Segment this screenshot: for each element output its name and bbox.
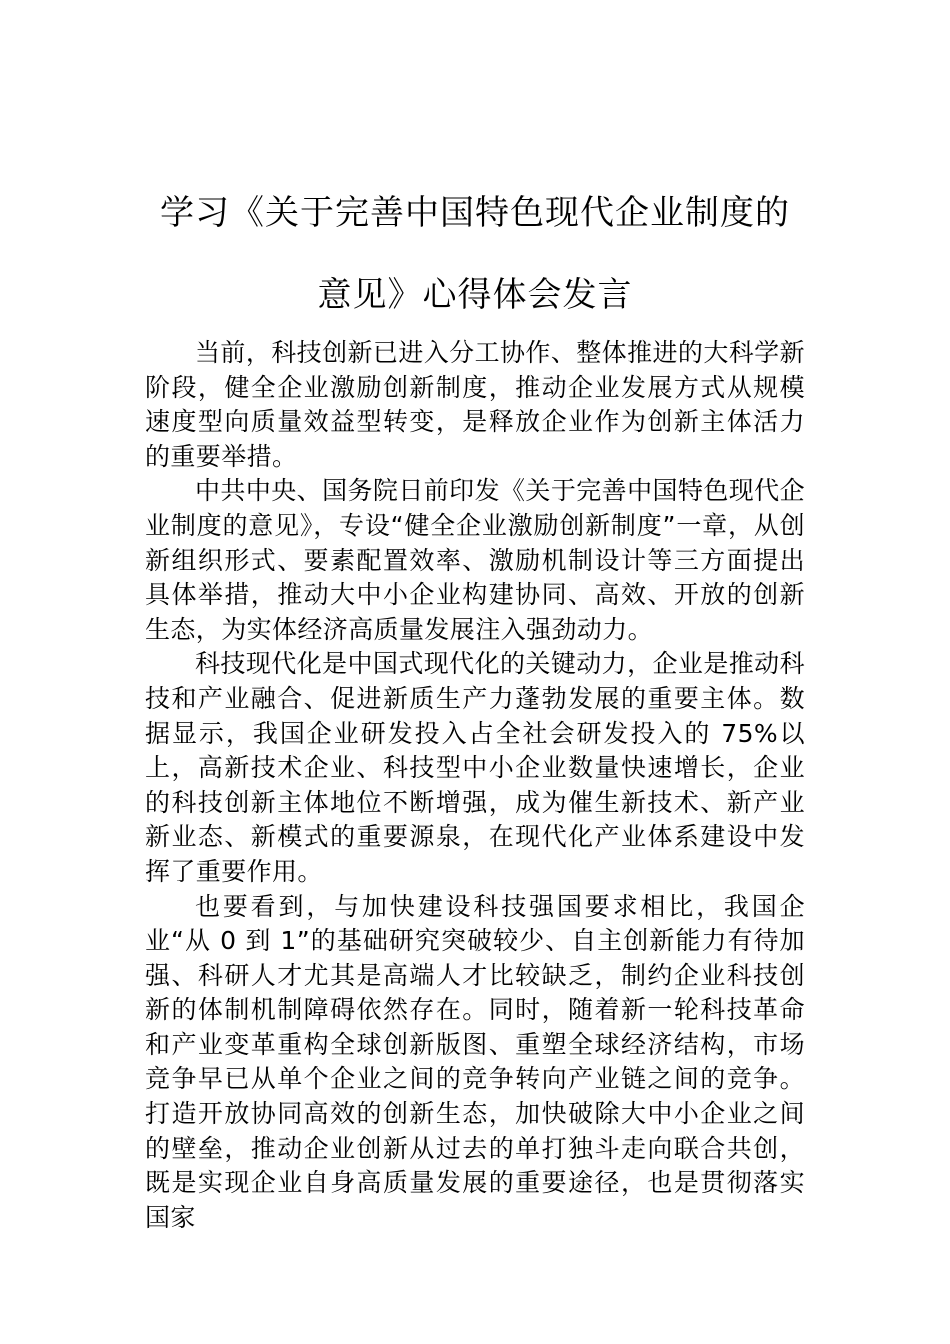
paragraph-1: 当前，科技创新已进入分工协作、整体推进的大科学新阶段，健全企业激励创新制度，推动企业发展方式从规模速度型向质量效益型转变，是释放企业作为创新主体活力的重要举措。	[145, 338, 805, 471]
paragraph-4: 也要看到，与加快建设科技强国要求相比，我国企业“从 0 到 1”的基础研究突破较少、自主创新能力有待加强、科研人才尤其是高端人才比较缺乏，制约企业科技创新的体制机制障碍依然存在。同时，随着新一轮科技革命和产业变革重构全球创新版图、重塑全球经济结构，市场竞争早已从单个企业之间的竞争转向产业链之间的竞争。打造开放协同高效的创新生态，加快破除大中小企业之间的壁垒，推动企业创新从过去的单打独斗走向联合共创，既是实现企业自身高质量发展的重要途径，也是贯彻落实国家	[145, 891, 805, 1232]
document-title	[120, 172, 830, 336]
paragraph-2: 中共中央、国务院日前印发《关于完善中国特色现代企业制度的意见》，专设“健全企业激励创新制度”一章，从创新组织形式、要素配置效率、激励机制设计等三方面提出具体举措，推动大中小企业构建协同、高效、开放的创新生态，为实体经济高质量发展注入强劲动力。	[145, 476, 805, 644]
document-body	[145, 336, 805, 1235]
title-line-2: 意见》心得体会发言	[317, 275, 633, 315]
title-line-1: 学习《关于完善中国特色现代企业制度的	[160, 193, 790, 233]
paragraph-3: 科技现代化是中国式现代化的关键动力，企业是推动科技和产业融合、促进新质生产力蓬勃发展的重要主体。数据显示，我国企业研发投入占全社会研发投入的 75%以上，高新技术企业、科技型中小企业数量快速增长，企业的科技创新主体地位不断增强，成为催生新技术、新产业新业态、新模式的重要源泉，在现代化产业体系建设中发挥了重要作用。	[145, 649, 805, 886]
